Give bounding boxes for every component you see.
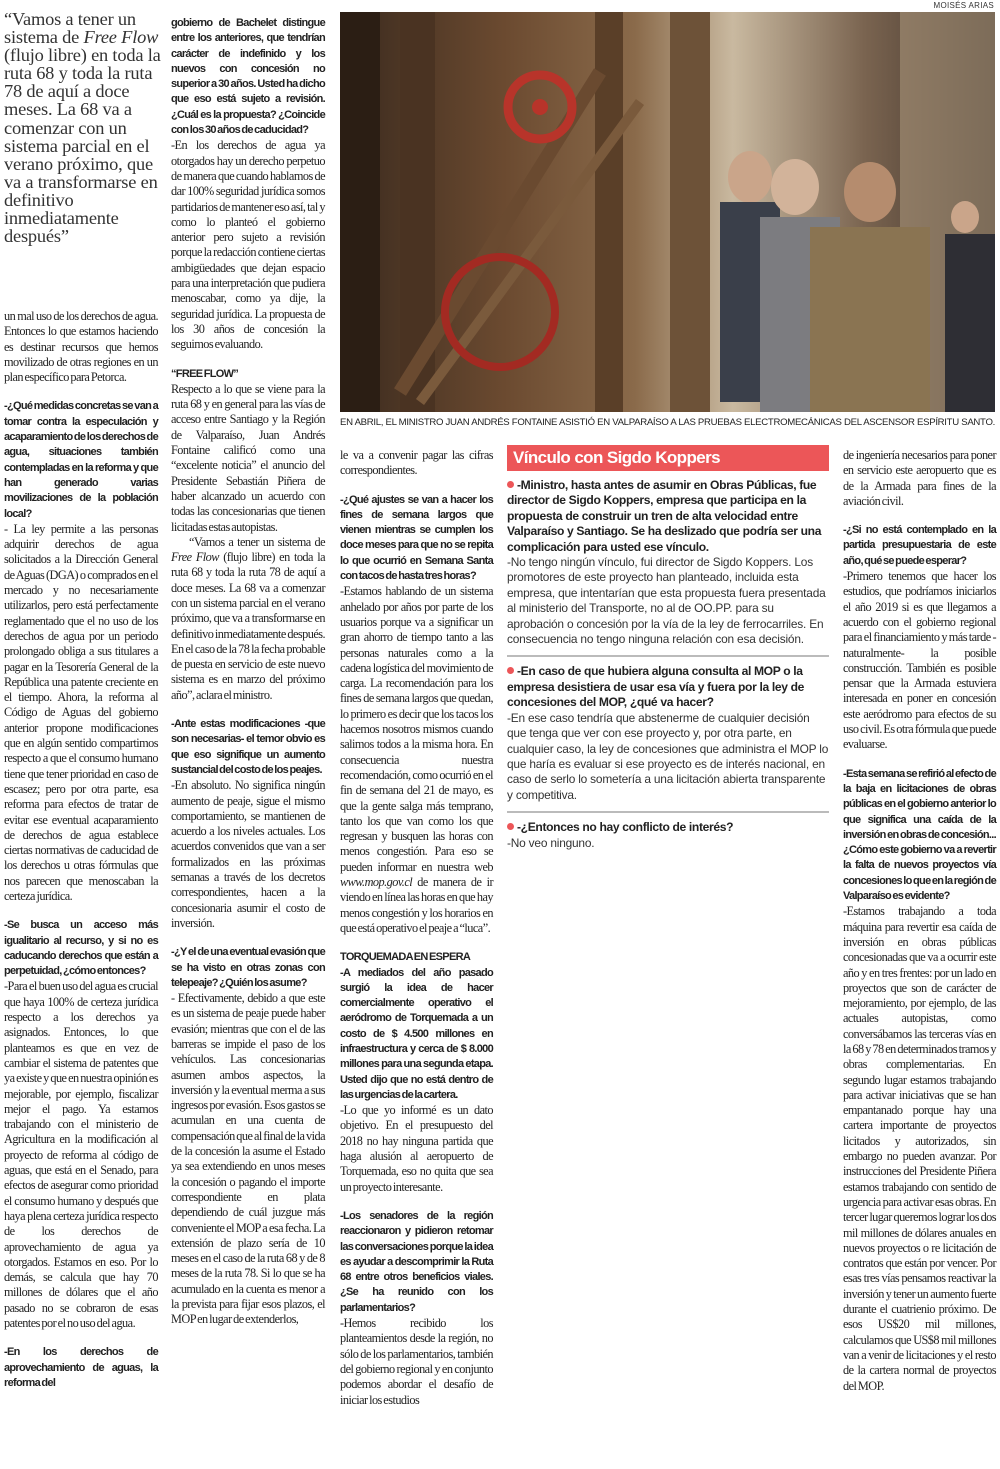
photo-scene xyxy=(340,12,995,412)
article-column-2 xyxy=(171,16,325,1328)
answer-paragraph: -En los derechos de agua ya otorgados hay un derecho perpetuo de manera que cuando hablamos de dar 100% seguridad jurídica somos partidarios de mantener eso así, tal y como lo planteó el gobierno anterior pero sujeto a revisión porque la redacción contiene ciertas ambigüedades que dejan espacio para una interpretación que pudiera menoscabar, como ya dije, la seguridad jurídica. La propuesta de los 30 años de concesión la seguimos evaluando. xyxy=(171,138,325,352)
sidebar-box-title: Vínculo con Sigdo Koppers xyxy=(507,445,829,471)
box-question-text: -¿Entonces no hay conflicto de interés? xyxy=(517,820,734,835)
article-column-5 xyxy=(843,448,996,1394)
box-question xyxy=(507,664,829,710)
section-heading: “FREE FLOW” xyxy=(171,367,239,380)
italic-text: Free Flow xyxy=(171,550,219,565)
answer-paragraph: le va a convenir pagar las cifras correspondientes. xyxy=(340,448,493,478)
article-column-3 xyxy=(340,448,493,1408)
pull-quote-italic: Free Flow xyxy=(83,27,159,48)
pull-quote-text: (flujo libre) en toda la ruta 68 y toda la ruta 78 de aquí a doce meses. La 68 va a comenzar con un sistema parcial en el verano próximo, que va a transformarse en definitivo inmediatamente después” xyxy=(4,45,161,247)
answer-paragraph: Respecto a lo que se viene para la ruta 68 y en general para las vías de acceso entre Santiago y la Región de Valparaíso, Juan Andrés Fontaine calificó como una “excelente noticia” el anuncio del Presidente Sebastián Piñera de haber alcanzado un acuerdo con todas las concesionarias que tienen licitadas estas autopistas. xyxy=(171,381,325,534)
answer-paragraph xyxy=(340,584,493,936)
bullet-dot-icon xyxy=(507,667,514,674)
box-answer: -No tengo ningún vínculo, fui director de Sigdo Koppers. Los promotores de este proyecto han planteado, incluida esta empresa, que intentarían que esta propuesta fuera presentada al ministerio del Transporte, no al de OO.PP. para su aprobación o concesión por la vía de la ley de ferrocarriles. En consecuencia no tengo ninguna relación con esa decisión. xyxy=(507,555,826,647)
question-paragraph: -A mediados del año pasado surgió la idea de hacer comercialmente operativo el aeródromo de Torquemada a un costo de $ 4.500 millones en infraestructura y cerca de $ 8.000 millones para una segunda etapa. Usted dijo que no está dentro de las urgencias de la cartera. xyxy=(340,966,493,1101)
answer-paragraph: - La ley permite a las personas adquirir derechos de agua solicitados a la Dirección General de Aguas (DGA) o comprados en el mercado y no necesariamente utilizarlos, pero está perfectamente reglamentado que el no uso de los derechos de agua por un periodo prolongado obliga a sus titulares a pagar en la Tesorería General de la República una patente creciente en el tiempo. Ahora, la reforma al Código de Aguas del gobierno anterior propone modificaciones que en algún sentido compartimos respecto a que el consumo humano tiene que tener prioridad en caso de escasez; pero por otra parte, esa reforma para efectos de tratar de evitar ese eventual acaparamiento de derechos de agua establece ciertas normativas de caducidad de los derechos u otras fórmulas que nos parecen que menoscaban la certeza jurídica. xyxy=(4,521,158,903)
qa-item xyxy=(507,813,829,859)
question-paragraph: -Esta semana se refirió al efecto de la baja en licitaciones de obras públicas en el gobierno anterior lo que significa una caída de la inversión en obras de concesión... ¿Cómo este gobierno va a revertir la falta de nuevos proyectos vía concesiones lo que en la región de Valparaíso es evidente? xyxy=(843,767,996,903)
question-paragraph: -Los senadores de la región reaccionaron y pidieron retomar las conversaciones porque la idea es ayudar a descomprimir la Ruta 68 entre otros beneficios viales. ¿Se ha reunido con los parlamentarios? xyxy=(340,1209,493,1314)
italic-text: www.mop.gov.cl xyxy=(340,875,413,890)
qa-item xyxy=(507,657,829,813)
section-heading: TORQUEMADA EN ESPERA xyxy=(340,951,471,964)
box-question xyxy=(507,820,829,835)
question-paragraph: -¿Qué medidas concretas se van a tomar contra la especulación y acaparamiento de los derechos de agua, situaciones también contempladas en la reforma y que han generado varias movilizaciones de la población local? xyxy=(4,400,158,520)
text-segment: (flujo libre) en toda la ruta 68 y toda la ruta 78 de aquí a doce meses. La 68 va a comenzar con un sistema parcial en el verano próximo, que va a transformarse en definitivo inmediatamente después. En el caso de la 78 la fecha probable de puesta en servicio de este nuevo sistema es en marzo del próximo año”, aclara el ministro. xyxy=(171,550,325,702)
answer-paragraph: - Efectivamente, debido a que este es un sistema de peaje puede haber evasión; mientras que con el de las barreras se impide el paso de los vehículos. Las concesionarias asumen ambos aspectos, la inversión y la eventual merma a sus ingresos por evasión. Esos gastos se acumulan en una cuenta de compensación que al final de la vida de la concesión la asume el Estado ya sea extendiendo en unos meses la concesión o pagando el importe correspondiente en plata dependiendo de cuál juzgue más conveniente el MOP a esa fecha. La extensión de plazo sería de 10 meses en el caso de la ruta 68 y de 8 meses de la ruta 78. Si lo que se ha acumulado en la cuenta es menor a la prevista para fijar esos plazos, el MOP en lugar de extenderlos, xyxy=(171,991,325,1327)
answer-paragraph: de ingeniería necesarios para poner en servicio este aeropuerto que es de la Armada para fines de la aviación civil. xyxy=(843,448,996,508)
box-answer: -No veo ninguno. xyxy=(507,835,595,850)
answer-paragraph: -En absoluto. No significa ningún aumento de peaje, sigue el mismo comportamiento, se mantienen de acuerdo a los niveles actuales. Los acuerdos convenidos que van a ser formalizados en las próximas semanas a través de los decretos correspondientes, hacen a la concesionaria asumir el costo de inversión. xyxy=(171,778,325,930)
answer-paragraph: -Lo que yo informé es un dato objetivo. En el presupuesto del 2018 no hay ninguna partida que haga alusión al aeropuerto de Torquemada, eso no quita que sea un proyecto interesante. xyxy=(340,1103,493,1194)
box-question xyxy=(507,478,829,555)
pull-quote-text: “Vamos a tener un sistema de xyxy=(4,9,136,48)
article-photo xyxy=(340,12,995,412)
box-question-text: -En caso de que hubiera alguna consulta al MOP o la empresa desistiera de usar esa vía y fuera por la ley de concesiones del MOP, ¿qué va hacer? xyxy=(507,664,805,710)
sidebar-box-items xyxy=(507,471,829,859)
text-segment: “Vamos a tener un sistema de xyxy=(189,534,325,549)
pull-quote xyxy=(4,10,164,245)
question-paragraph: -Ante estas modificaciones -que son necesarias- el temor obvio es que eso signifique un aumento sustancial del costo de los peajes. xyxy=(171,718,325,776)
body-paragraph: un mal uso de los derechos de agua. Entonces lo que estamos haciendo es destinar recursos que hemos movilizado de otras regiones en un plan específico para Petorca. xyxy=(4,309,158,385)
bullet-dot-icon xyxy=(507,823,514,830)
question-paragraph: -En los derechos de aprovechamiento de aguas, la reforma del xyxy=(4,1346,158,1389)
photo-caption: EN ABRIL, EL MINISTRO JUAN ANDRÉS FONTAINE ASISTIÓ EN VALPARAÍSO A LAS PRUEBAS ELECTROMECÁNICAS DEL ASCENSOR ESPÍRITU SANTO. xyxy=(340,417,995,428)
sidebar-box xyxy=(507,445,829,859)
question-paragraph: -¿Qué ajustes se van a hacer los fines de semana largos que vienen mientras se cumplen los doce meses para que no se repita lo que ocurrió en Semana Santa con tacos de hasta tres horas? xyxy=(340,493,493,583)
box-answer: -En ese caso tendría que abstenerme de cualquier decisión que tenga que ver con ese proyecto y, por otra parte, en cualquier caso, la ley de concesiones que administra el MOP lo que haría es evaluar si ese proyecto es de interés nacional, en caso de serlo lo sometería a una licitación abierta transparente y competitiva. xyxy=(507,710,829,802)
answer-paragraph: -Primero tenemos que hacer los estudios, que podríamos iniciarlos el año 2019 si es que llegamos a acuerdo con el gobierno regional para el financiamiento y más tarde -naturalmente- la posible construcción. También es posible pensar que la Armada estuviera interesada en poner en concesión este aeródromo para efectos de su uso civil. Es otra fórmula que puede evaluarse. xyxy=(843,569,996,752)
question-paragraph: gobierno de Bachelet distingue entre los anteriores, que tendrían carácter de indefinido y los nuevos con concesión no superior a 30 años. Usted ha dicho que eso está sujeto a revisión. ¿Cuál es la propuesta? ¿Coincide con los 30 años de caducidad? xyxy=(171,17,325,137)
bullet-dot-icon xyxy=(507,481,514,488)
answer-paragraph: -Hemos recibido los planteamientos desde la región, no sólo de los parlamentarios, también del gobierno regional y en conjunto podemos abordar el desafío de iniciar los estudios xyxy=(340,1316,493,1407)
box-question-text: -Ministro, hasta antes de asumir en Obras Públicas, fue director de Sigdo Koppers, empresa que participa en la propuesta de construir un tren de alta velocidad entre Valparaíso y Santiago. Se ha deslizado que podría ser una complicación para usted ese vínculo. xyxy=(507,478,822,554)
text-segment: -Estamos hablando de un sistema anhelado por años por parte de los usuarios porque va a significar un gran ahorro de tiempo tanto a las personas naturales como a la cadena logística del movimiento de carga. La recomendación para los fines de semana largos que quedan, lo primero es decir que los tacos los hacemos nosotros mismos cuando salimos todos a la misma hora. En consecuencia nuestra recomendación, como ocurrió en el fin de semana del 21 de mayo, es que la gente salga más temprano, tanto los que van como los que regresan y busquen las horas con menos congestión. Para eso se pueden informar en nuestra web xyxy=(340,584,493,874)
question-paragraph: -Se busca un acceso más igualitario al recurso, y si no es caducando derechos que están a perpetuidad, ¿cómo entonces? xyxy=(4,919,158,978)
question-paragraph: -¿Si no está contemplado en la partida presupuestaria de este año, qué se puede esperar? xyxy=(843,524,996,567)
qa-item xyxy=(507,471,829,657)
body-paragraph xyxy=(171,535,325,703)
answer-paragraph: -Para el buen uso del agua es crucial que haya 100% de certeza jurídica respecto a los derechos ya asignados. Entonces, lo que planteamos es que en vez de cambiar el sistema de patentes que ya existe y que en nuestra opinión es mejorable, por ejemplo, fiscalizar mejor el pago. Ya estamos trabajando con el ministerio de Agricultura en la modificación al proyecto de reforma al código de aguas, que está en el Senado, para efectos de asegurar como prioridad el consumo humano y después que haya plena certeza jurídica respecto de los derechos de aprovechamiento de agua ya otorgados. Estamos en eso. Por lo demás, se calcula que hay 70 millones de dólares que el año pasado no se cobraron de esas patentes por el no uso del agua. xyxy=(4,979,158,1330)
question-paragraph: -¿Y el de una eventual evasión que se ha visto en otras zonas con telepeaje? ¿Quién los asume? xyxy=(171,946,325,989)
text-segment: de manera de ir viendo en línea las horas en que hay menos congestión y los horarios en que está operativo el peaje a “luca”. xyxy=(340,875,493,935)
article-column-1 xyxy=(4,309,158,1391)
photo-credit: MOISÉS ARIAS xyxy=(933,1,994,10)
answer-paragraph: -Estamos trabajando a toda máquina para revertir esa caída de inversión en obras públicas concesionadas que va a ocurrir este año y en tres frentes: por un lado en proyectos que son de carácter de mejoramiento, por ejemplo, de las actuales autopistas, como conversábamos las terceras vías en la 68 y 78 en determinados tramos y obras complementarias. En segundo lugar estamos trabajando para activar iniciativas que se han empantanado porque hay una cartera importante de proyectos licitados y autorizados, sin embargo no pueden avanzar. Por instrucciones del Presidente Piñera estamos trabajando con sentido de urgencia para activar esas obras. En tercer lugar queremos lograr los dos mil millones de dólares anuales en nuevos proyectos o re licitación de contratos que están por vencer. Por esas tres vías pensamos reactivar la inversión y tener un aumento fuerte durante el cuatrienio próximo. De esos US$20 mil millones, calculamos que US$8 mil millones van a venir de licitaciones y el resto de la cartera normal de proyectos del MOP. xyxy=(843,904,996,1393)
